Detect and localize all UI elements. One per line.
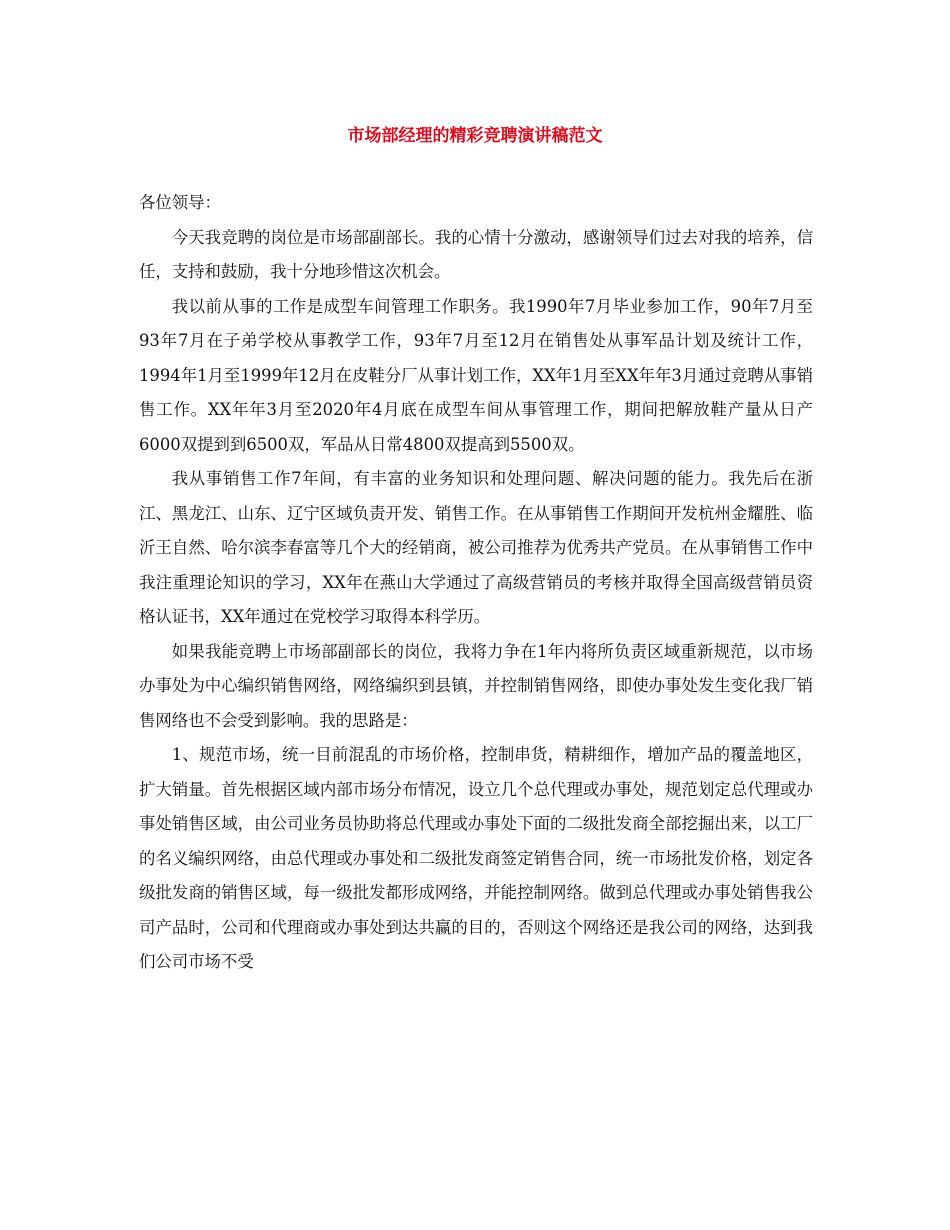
paragraph-plan: 如果我能竞聘上市场部副部长的岗位，我将力争在1年内将所负责区域重新规范，以市场办事处为中心编织销售网络，网络编织到县镇，并控制销售网络，即使办事处发生变化我厂销售网络也不会受到影响。我的思路是： [139, 641, 813, 730]
paragraph-work-history: 我以前从事的工作是成型车间管理工作职务。我1990年7月毕业参加工作，90年7月至93年7月在子弟学校从事教学工作，93年7月至12月在销售处从事军品计划及统计工作，1994年1月至1999年12月在皮鞋分厂从事计划工作，XX年1月至XX年年3月通过竞聘从事销售工作。XX年年3月至2020年4月底在成型车间从事管理工作，期间把解放鞋产量从日产6000双提到到6500双，军品从日常4800双提高到5500双。 [139, 296, 813, 454]
paragraph-sales-experience: 我从事销售工作7年间，有丰富的业务知识和处理问题、解决问题的能力。我先后在浙江、黑龙江、山东、辽宁区域负责开发、销售工作。在从事销售工作期间开发杭州金耀胜、临沂王自然、哈尔滨李春富等几个大的经销商，被公司推荐为优秀共产党员。在从事销售工作中我注重理论知识的学习，XX年在燕山大学通过了高级营销员的考核并取得全国高级营销员资格认证书，XX年通过在党校学习取得本科学历。 [139, 469, 813, 626]
paragraph-intro: 今天我竞聘的岗位是市场部副部长。我的心情十分激动，感谢领导们过去对我的培养，信任，支持和鼓励，我十分地珍惜这次机会。 [139, 227, 813, 281]
paragraph-point-1: 1、规范市场，统一目前混乱的市场价格，控制串货，精耕细作，增加产品的覆盖地区，扩大销量。首先根据区域内部市场分布情况，设立几个总代理或办事处，规范划定总代理或办事处销售区域，由公司业务员协助将总代理或办事处下面的二级批发商全部挖掘出来，以工厂的名义编织网络，由总代理或办事处和二级批发商签定销售合同，统一市场批发价格，划定各级批发商的销售区域，每一级批发都形成网络，并能控制网络。做到总代理或办事处销售我公司产品时，公司和代理商或办事处到达共赢的目的，否则这个网络还是我公司的网络，达到我们公司市场不受 [139, 745, 813, 971]
document-title: 市场部经理的精彩竞聘演讲稿范文 [347, 126, 603, 146]
document-body [139, 186, 813, 980]
salutation: 各位领导： [139, 193, 221, 212]
